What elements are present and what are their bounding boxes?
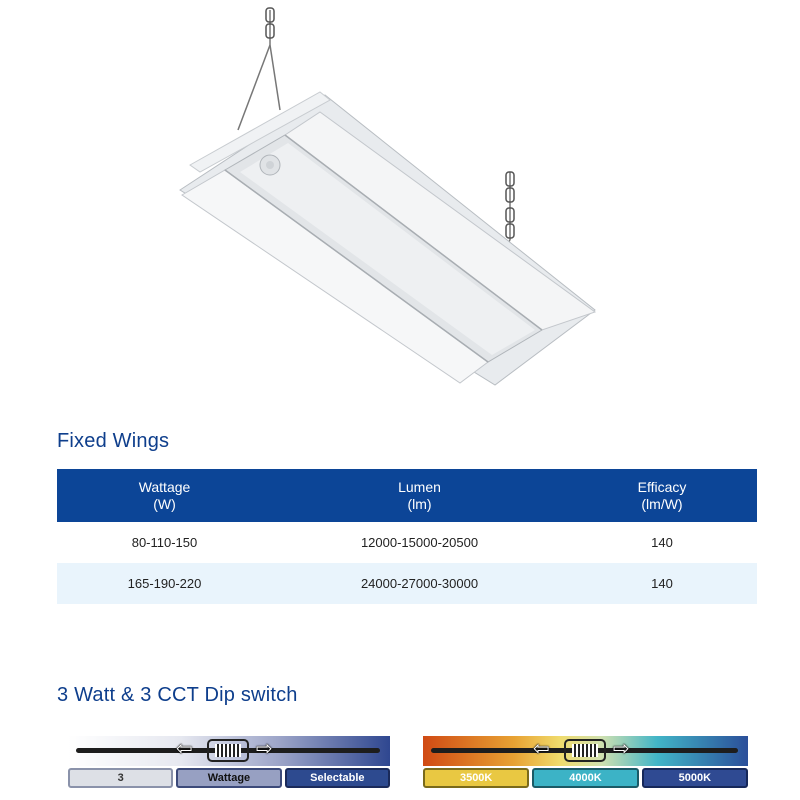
cell-wattage: 80-110-150: [131, 535, 198, 550]
cell-lumen: 12000-15000-20500: [360, 535, 479, 550]
high-bay-light-image: [170, 0, 620, 400]
arrow-right-icon: ⇨: [256, 738, 273, 760]
header-efficacy-label: Efficacy: [637, 478, 687, 495]
header-efficacy: [567, 469, 757, 522]
spec-table: [57, 469, 757, 604]
cell-wattage: 165-190-220: [57, 563, 272, 604]
cell-lumen: 24000-27000-30000: [272, 563, 567, 604]
dip-switch-title: 3 Watt & 3 CCT Dip switch: [57, 684, 298, 706]
table-header-row: [57, 469, 757, 522]
wattage-gradient-bar: [68, 736, 390, 766]
header-lumen-unit: (lm): [407, 495, 432, 512]
watt-label-3: 3: [68, 768, 173, 788]
arrow-left-icon: ⇦: [533, 738, 550, 760]
cell-efficacy: 140: [567, 563, 757, 604]
wattage-labels: [68, 768, 390, 788]
table-row: [57, 563, 757, 604]
switch-knob[interactable]: [564, 739, 606, 762]
table-row: [57, 522, 757, 563]
watt-label-wattage: Wattage: [176, 768, 281, 788]
watt-label-selectable: Selectable: [285, 768, 390, 788]
fixed-wings-title: Fixed Wings: [57, 430, 170, 452]
header-lumen: [272, 469, 567, 522]
cct-label-4000k: 4000K: [532, 768, 638, 788]
header-efficacy-unit: (lm/W): [641, 495, 683, 512]
arrow-left-icon: ⇦: [176, 738, 193, 760]
cct-label-3500k: 3500K: [423, 768, 529, 788]
header-wattage-unit: (W): [153, 495, 176, 512]
cct-label-5000k: 5000K: [642, 768, 748, 788]
header-lumen-label: Lumen: [398, 478, 441, 495]
header-wattage-label: Wattage: [138, 478, 191, 495]
switch-knob[interactable]: [207, 739, 249, 762]
header-wattage: [57, 469, 272, 522]
cell-efficacy: 140: [651, 535, 673, 550]
cct-dip-switch: [423, 736, 748, 792]
arrow-right-icon: ⇨: [613, 738, 630, 760]
cct-labels: [423, 768, 748, 788]
wattage-dip-switch: [68, 736, 390, 792]
cct-gradient-bar: [423, 736, 748, 766]
